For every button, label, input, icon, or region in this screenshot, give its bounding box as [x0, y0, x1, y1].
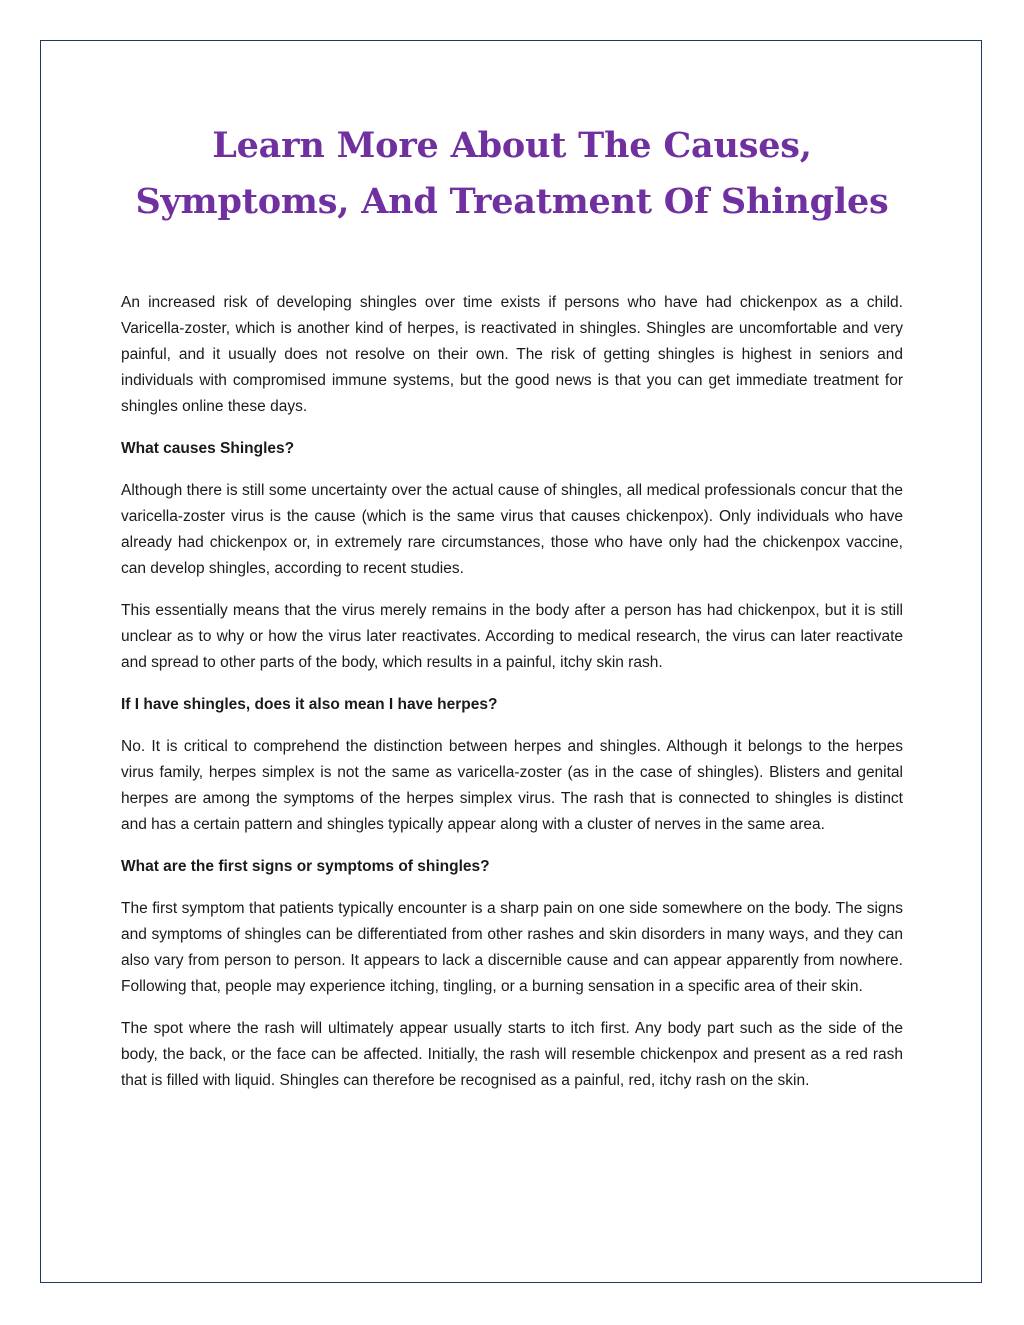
intro-paragraph: An increased risk of developing shingles over time exists if persons who have had chickenpox as a child. Varicella-zoster, which is another kind of herpes, is reactivated in shingles. Shingles are uncomfortable and very painful, and it usually does not resolve on their own. The risk of getting shingles is highest in seniors and individuals with compromised immune systems, but the good news is that you can get immediate treatment for shingles online these days.: [121, 294, 903, 415]
document-title: Learn More About The Causes, Symptoms, And Treatment Of Shingles: [135, 125, 889, 222]
section-heading-causes: What causes Shingles?: [121, 440, 295, 457]
symptoms-paragraph-2: The spot where the rash will ultimately appear usually starts to itch first. Any body part such as the side of the body, the back, or the face can be affected. Initially, the rash will resemble chickenpox and present as a red rash that is filled with liquid. Shingles can therefore be recognised as a painful, red, itchy rash on the skin.: [121, 1020, 903, 1089]
section-heading-symptoms: What are the first signs or symptoms of shingles?: [121, 858, 490, 875]
section-heading-herpes: If I have shingles, does it also mean I have herpes?: [121, 696, 498, 713]
herpes-paragraph-1: No. It is critical to comprehend the distinction between herpes and shingles. Although it belongs to the herpes virus family, herpes simplex is not the same as varicella-zoster (as in the case of shingles). Blisters and genital herpes are among the symptoms of the herpes simplex virus. The rash that is connected to shingles is distinct and has a certain pattern and shingles typically appear along with a cluster of nerves in the same area.: [121, 738, 903, 833]
symptoms-paragraph-1: The first symptom that patients typically encounter is a sharp pain on one side somewhere on the body. The signs and symptoms of shingles can be differentiated from other rashes and skin disorders in many ways, and they can also vary from person to person. It appears to lack a discernible cause and can appear apparently from nowhere. Following that, people may experience itching, tingling, or a burning sensation in a specific area of their skin.: [121, 900, 903, 995]
document-body: [121, 290, 903, 1094]
causes-paragraph-1: Although there is still some uncertainty over the actual cause of shingles, all medical professionals concur that the varicella-zoster virus is the cause (which is the same virus that causes chickenpox). Only individuals who have already had chickenpox or, in extremely rare circumstances, those who have only had the chickenpox vaccine, can develop shingles, according to recent studies.: [121, 482, 903, 577]
document-content: [121, 118, 903, 1110]
causes-paragraph-2: This essentially means that the virus merely remains in the body after a person has had chickenpox, but it is still unclear as to why or how the virus later reactivates. According to medical research, the virus can later reactivate and spread to other parts of the body, which results in a painful, itchy skin rash.: [121, 602, 903, 671]
